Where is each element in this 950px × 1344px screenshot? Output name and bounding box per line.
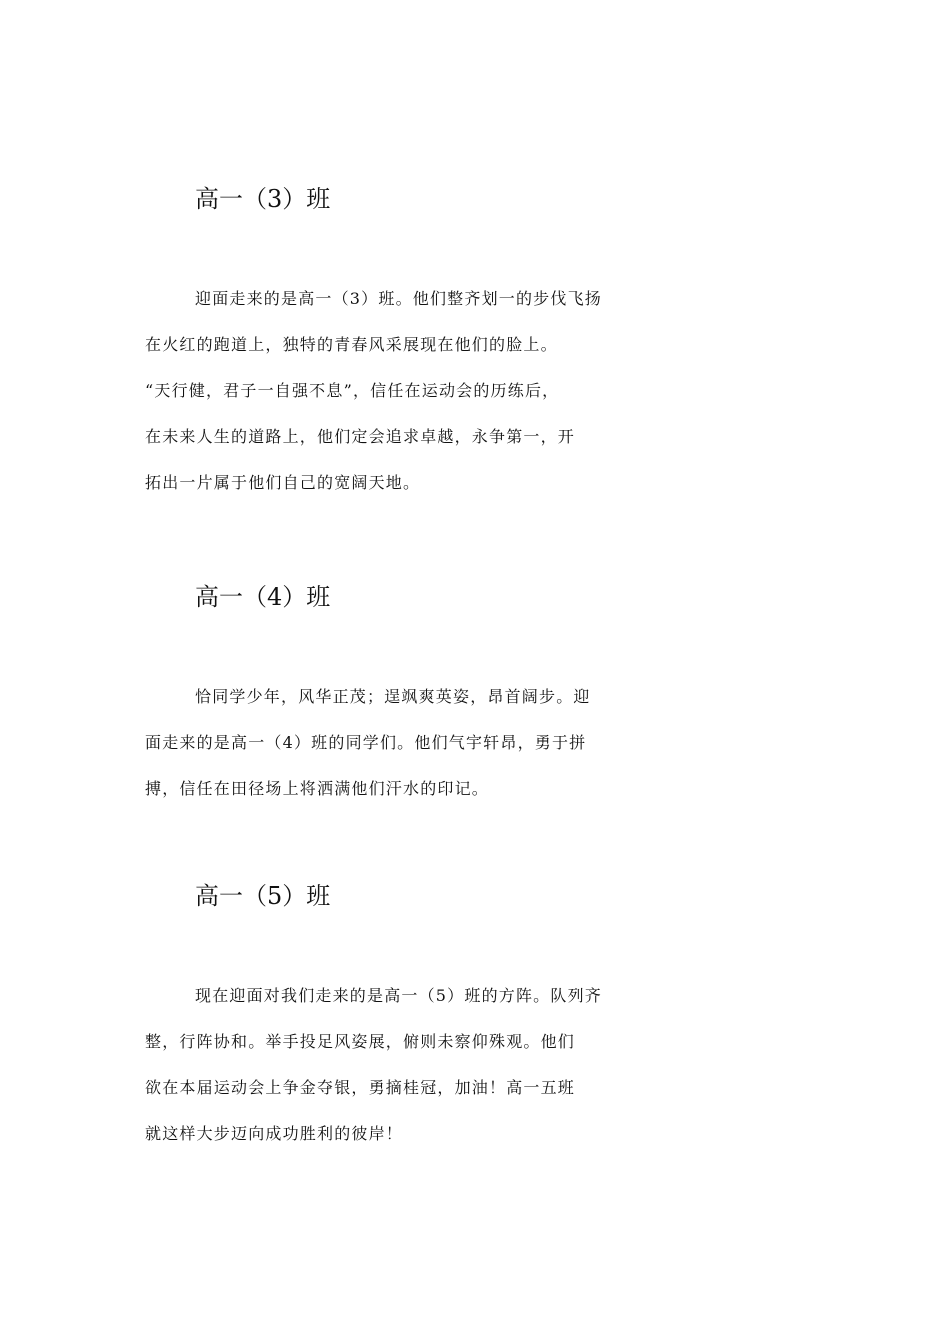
paragraph-line: 面走来的是高一（4）班的同学们。他们气宇轩昂，勇于拼 (145, 733, 587, 752)
paragraph-line: 整，行阵协和。举手投足风姿展，俯则未察仰殊观。他们 (145, 1032, 576, 1051)
paragraph-line: 欲在本届运动会上争金夺银，勇摘桂冠，加油！高一五班 (145, 1078, 576, 1097)
section-heading-class-3: 高一（3）班 (195, 185, 331, 213)
paragraph-line: 现在迎面对我们走来的是高一（5）班的方阵。队列齐 (195, 986, 602, 1005)
paragraph-line: 在未来人生的道路上，他们定会追求卓越，永争第一，开 (145, 427, 576, 446)
paragraph-line: 恰同学少年，风华正茂；逞飒爽英姿，昂首阔步。迎 (195, 687, 591, 706)
section-heading-class-5: 高一（5）班 (195, 882, 331, 910)
paragraph-line: “天行健，君子一自强不息”，信任在运动会的历练后， (145, 381, 560, 400)
paragraph-class-4 (145, 674, 810, 812)
section-heading-class-4: 高一（4）班 (195, 583, 331, 611)
paragraph-line: 迎面走来的是高一（3）班。他们整齐划一的步伐飞扬 (195, 289, 602, 308)
paragraph-line: 就这样大步迈向成功胜利的彼岸！ (145, 1124, 404, 1143)
paragraph-class-5 (145, 973, 810, 1157)
paragraph-line: 在火红的跑道上，独特的青春风采展现在他们的脸上。 (145, 335, 558, 354)
paragraph-line: 搏，信任在田径场上将洒满他们汗水的印记。 (145, 779, 490, 798)
paragraph-line: 拓出一片属于他们自己的宽阔天地。 (145, 473, 421, 492)
paragraph-class-3 (145, 276, 810, 506)
